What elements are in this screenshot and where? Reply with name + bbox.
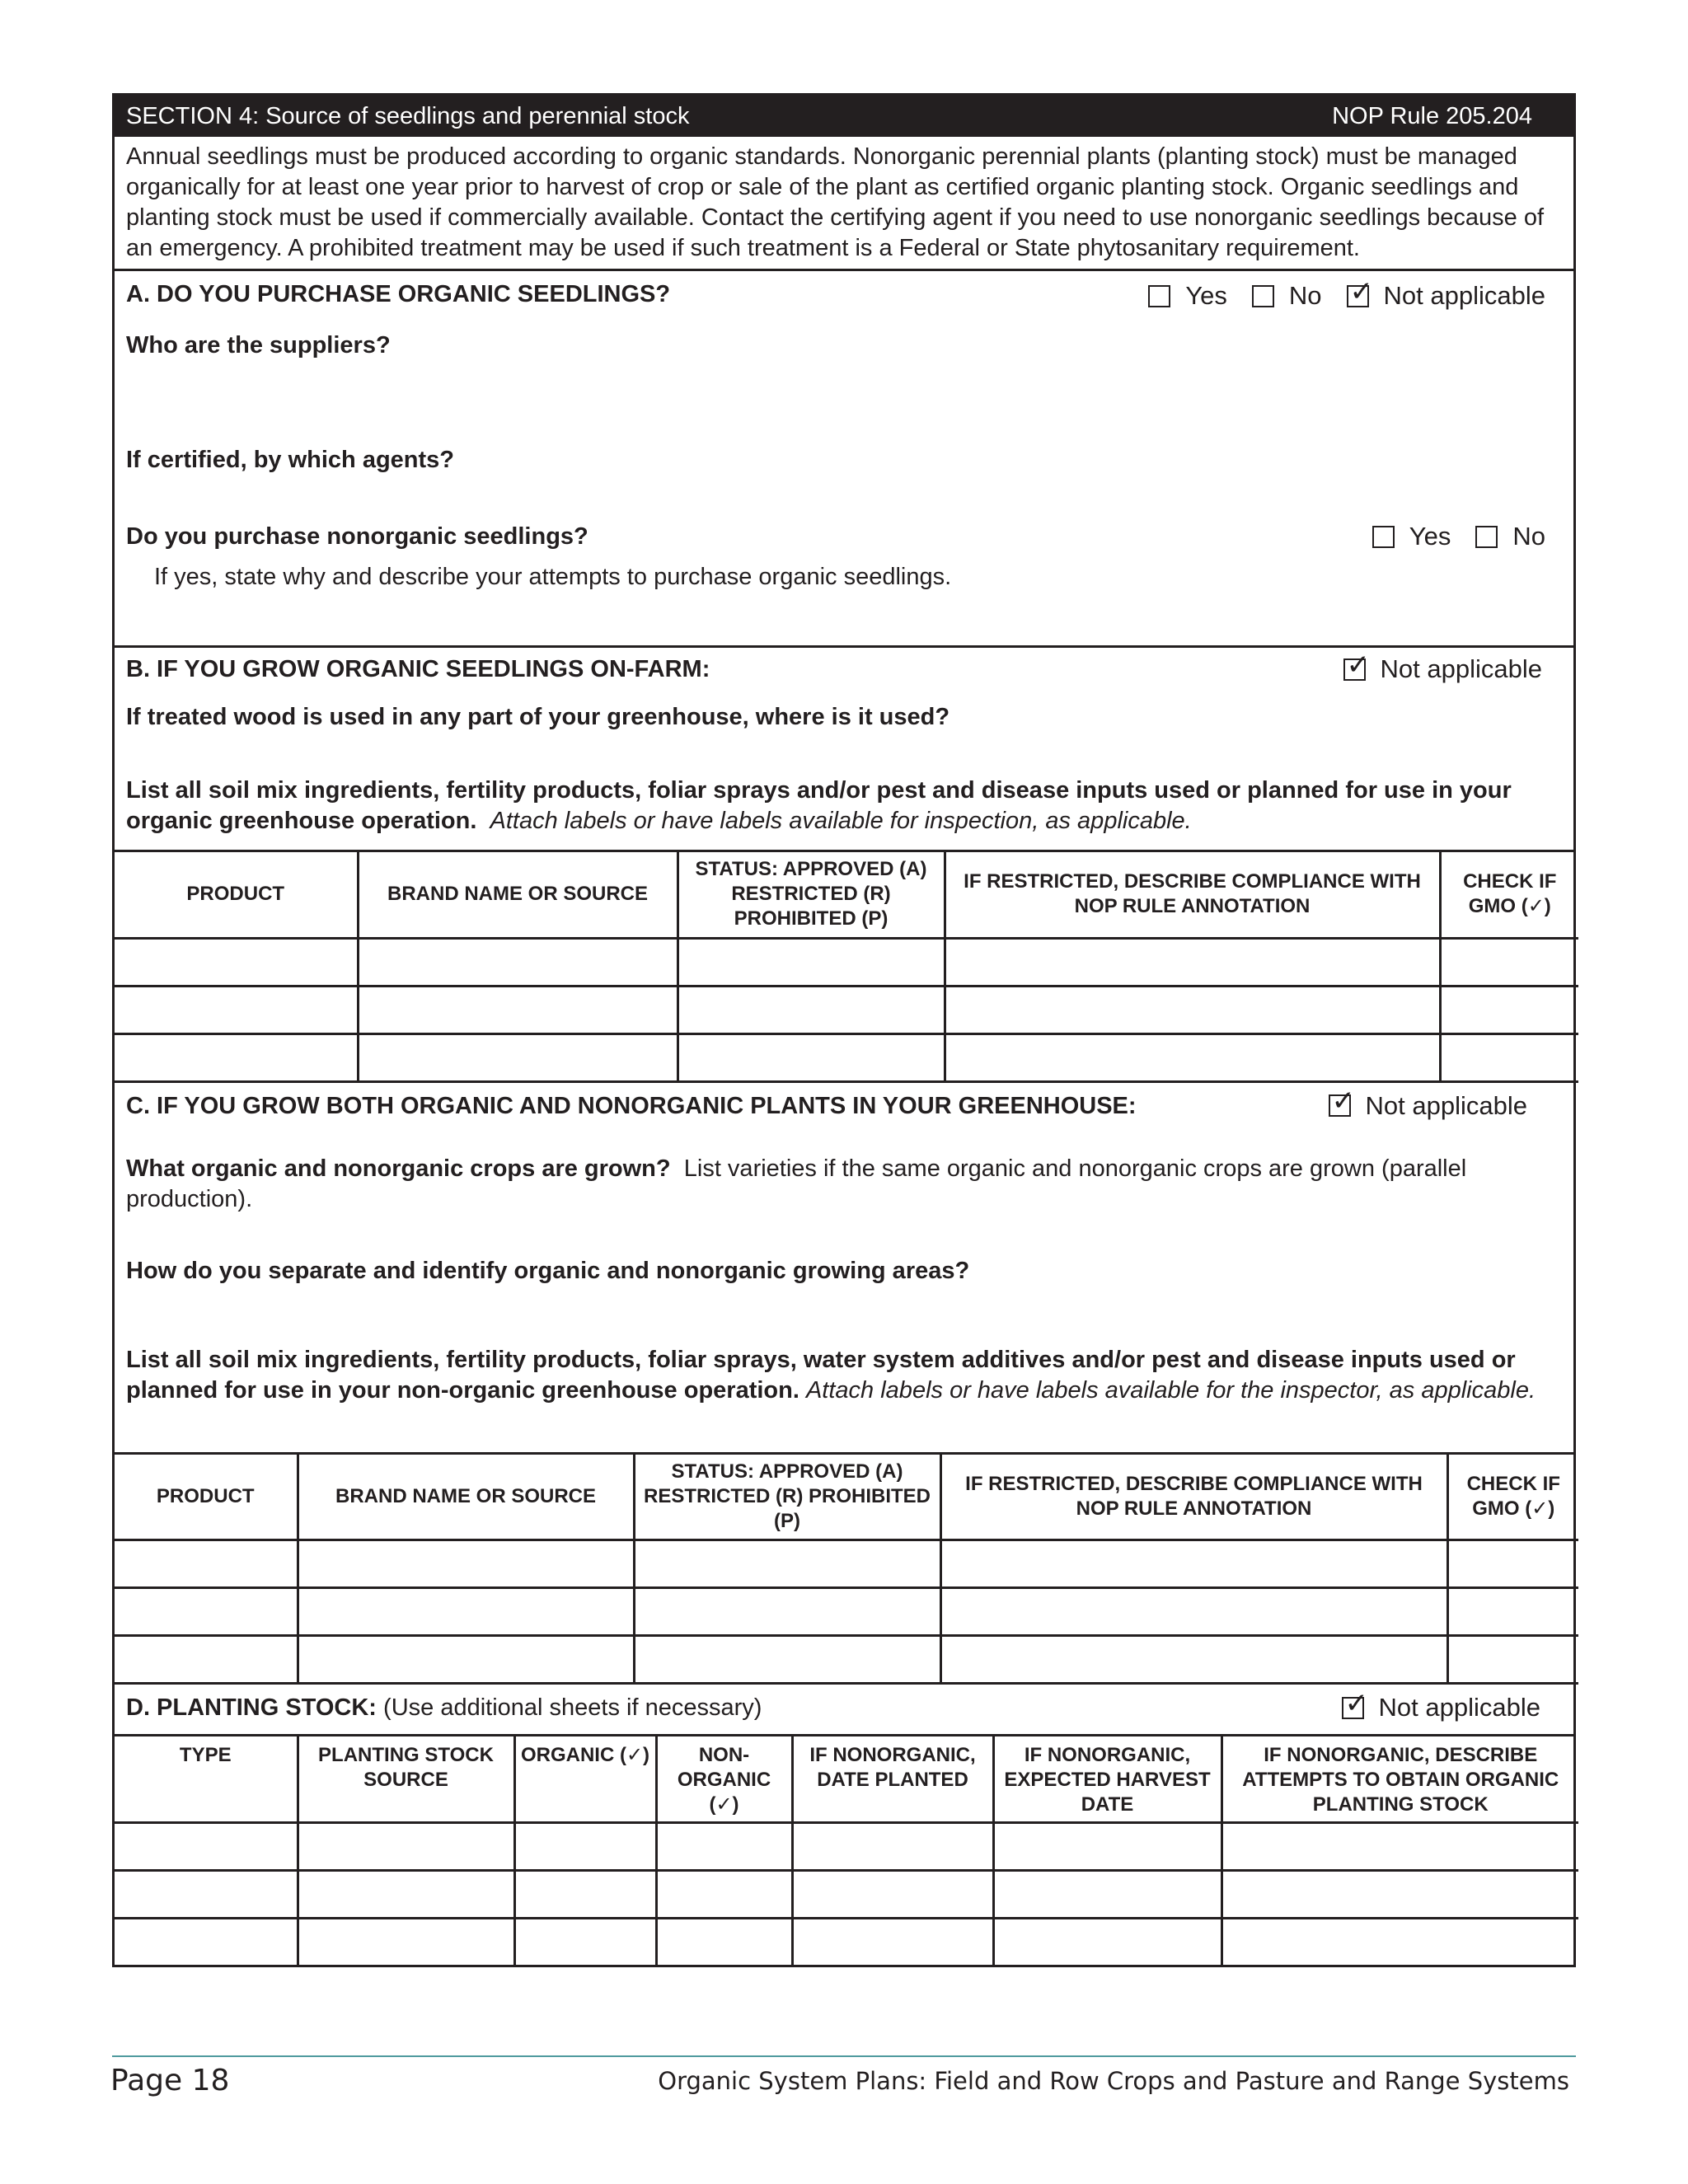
column-header: ORGANIC (✓) <box>514 1736 656 1822</box>
table-cell[interactable] <box>298 1588 634 1636</box>
table-cell[interactable] <box>634 1588 940 1636</box>
section-4-form <box>112 93 1576 1967</box>
table-cell[interactable] <box>1221 1870 1578 1918</box>
column-header: IF NONORGANIC, DESCRIBE ATTEMPTS TO OBTAIN ORGANIC PLANTING STOCK <box>1221 1736 1578 1822</box>
nonorganic-inputs-note: Attach labels or have labels available for the inspector, as applicable. <box>805 1376 1536 1404</box>
treated-wood-question: If treated wood is used in any part of your greenhouse, where is it used? <box>126 704 950 730</box>
planting-stock-table <box>115 1736 1578 1965</box>
column-header: BRAND NAME OR SOURCE <box>298 1455 634 1540</box>
page-number: Page 18 <box>110 2064 230 2097</box>
table-row <box>115 1540 1578 1588</box>
section-d-note: (Use additional sheets if necessary) <box>383 1694 762 1721</box>
table-cell[interactable] <box>1440 986 1578 1033</box>
table-cell[interactable] <box>115 1870 298 1918</box>
section-d-not-applicable-option[interactable]: ✓ Not applicable <box>1342 1693 1540 1722</box>
table-cell[interactable] <box>514 1822 656 1870</box>
table-cell[interactable] <box>298 1918 514 1965</box>
table-cell[interactable] <box>1447 1540 1578 1588</box>
organic-inputs-note: Attach labels or have labels available for inspection, as applicable. <box>490 808 1192 834</box>
section-c-not-applicable-option[interactable]: ✓ Not applicable <box>1329 1091 1527 1121</box>
section-d <box>115 1685 1573 1736</box>
table-cell[interactable] <box>1440 1033 1578 1081</box>
table-cell[interactable] <box>358 986 678 1033</box>
table-cell[interactable] <box>940 1636 1447 1684</box>
table-cell[interactable] <box>678 986 945 1033</box>
table-row <box>115 1870 1578 1918</box>
section-c-options <box>1304 1091 1527 1121</box>
section-d-title-text: D. PLANTING STOCK: <box>126 1694 377 1721</box>
nonorganic-inputs-table <box>115 1455 1578 1685</box>
column-header: IF NONORGANIC, EXPECTED HARVEST DATE <box>993 1736 1221 1822</box>
checked-checkbox-icon[interactable] <box>1329 1094 1351 1117</box>
separation-question: How do you separate and identify organic and nonorganic growing areas? <box>126 1257 970 1284</box>
organic-inputs-question-text: List all soil mix ingredients, fertility products, foliar sprays and/or pest and disease inputs used or planned for use in your organic greenhouse operation. <box>126 777 1512 834</box>
section-d-options <box>1317 1693 1540 1722</box>
table-row <box>115 1822 1578 1870</box>
nonorganic-inputs-question <box>126 1345 1560 1406</box>
column-header: PRODUCT <box>115 1455 298 1540</box>
section-intro: Annual seedlings must be produced according to organic standards. Nonorganic perennial plants (planting stock) must be managed organically for at least one year prior to harvest of crop or sale of the plant as certified organic planting stock. Organic seedlings and planting stock must be used if commercially available. Contact the certifying agent if you need to use nonorganic seedlings because of an emergency. A prohibited treatment may be used if such treatment is a Federal or State phytosanitary requirement. <box>115 137 1573 271</box>
table-header-row <box>115 1455 1578 1540</box>
column-header: STATUS: APPROVED (A) RESTRICTED (R) PROHIBITED (P) <box>678 852 945 938</box>
table-cell[interactable] <box>634 1540 940 1588</box>
checkbox-icon[interactable] <box>1475 526 1498 548</box>
nop-rule-reference: NOP Rule 205.204 <box>1332 102 1532 129</box>
table-cell[interactable] <box>993 1918 1221 1965</box>
suppliers-question: Who are the suppliers? <box>126 332 391 359</box>
checked-checkbox-icon[interactable] <box>1343 658 1366 681</box>
section-a-options <box>1123 281 1545 311</box>
table-cell[interactable] <box>115 1588 298 1636</box>
table-cell[interactable] <box>940 1588 1447 1636</box>
table-cell[interactable] <box>792 1822 993 1870</box>
table-header-row <box>115 1736 1578 1822</box>
table-cell[interactable] <box>514 1918 656 1965</box>
table-cell[interactable] <box>514 1870 656 1918</box>
table-header-row <box>115 852 1578 938</box>
table-cell[interactable] <box>678 1033 945 1081</box>
checkbox-icon[interactable] <box>1252 285 1274 307</box>
section-a-not-applicable-option[interactable]: ✓ Not applicable <box>1347 281 1545 311</box>
table-cell[interactable] <box>298 1636 634 1684</box>
nonorganic-yes-option[interactable]: Yes <box>1372 522 1451 551</box>
table-cell[interactable] <box>115 938 358 986</box>
table-cell[interactable] <box>1447 1588 1578 1636</box>
table-cell[interactable] <box>358 1033 678 1081</box>
table-cell[interactable] <box>634 1636 940 1684</box>
section-c-title: C. IF YOU GROW BOTH ORGANIC AND NONORGANIC PLANTS IN YOUR GREENHOUSE: <box>126 1092 1137 1119</box>
table-cell[interactable] <box>792 1870 993 1918</box>
column-header: PLANTING STOCK SOURCE <box>298 1736 514 1822</box>
table-cell[interactable] <box>298 1870 514 1918</box>
table-cell[interactable] <box>115 1918 298 1965</box>
checkbox-icon[interactable] <box>1372 526 1395 548</box>
nonorganic-seedlings-question: Do you purchase nonorganic seedlings? <box>126 523 588 550</box>
table-cell[interactable] <box>656 1918 792 1965</box>
crops-grown-question <box>126 1154 1560 1215</box>
checkbox-icon[interactable] <box>1148 285 1170 307</box>
table-cell[interactable] <box>945 986 1440 1033</box>
table-row <box>115 1033 1578 1081</box>
table-cell[interactable] <box>1221 1822 1578 1870</box>
footer-divider <box>112 2055 1576 2057</box>
table-cell[interactable] <box>115 1636 298 1684</box>
document-title: Organic System Plans: Field and Row Crops and Pasture and Range Systems <box>658 2067 1569 2095</box>
table-cell[interactable] <box>115 1540 298 1588</box>
section-a-no-option[interactable]: No <box>1252 281 1322 311</box>
table-row <box>115 986 1578 1033</box>
table-cell[interactable] <box>945 1033 1440 1081</box>
table-cell[interactable] <box>993 1870 1221 1918</box>
table-cell[interactable] <box>1221 1918 1578 1965</box>
table-cell[interactable] <box>678 938 945 986</box>
column-header: CHECK IF GMO (✓) <box>1447 1455 1578 1540</box>
table-cell[interactable] <box>115 986 358 1033</box>
checked-checkbox-icon[interactable] <box>1342 1697 1364 1719</box>
section-c <box>115 1083 1573 1455</box>
section-b-not-applicable-option[interactable]: ✓ Not applicable <box>1343 654 1542 684</box>
nonorganic-inputs-question-text: List all soil mix ingredients, fertility products, foliar sprays, water system additives and/or pest and disease inputs used or planned for use in your non-organic greenhouse operation. <box>126 1346 1516 1404</box>
table-cell[interactable] <box>115 1822 298 1870</box>
table-cell[interactable] <box>945 938 1440 986</box>
table-cell[interactable] <box>656 1870 792 1918</box>
column-header: CHECK IF GMO (✓) <box>1440 852 1578 938</box>
column-header: NON-ORGANIC (✓) <box>656 1736 792 1822</box>
column-header: IF NONORGANIC, DATE PLANTED <box>792 1736 993 1822</box>
section-title: SECTION 4: Source of seedlings and perennial stock <box>126 102 690 129</box>
table-cell[interactable] <box>298 1822 514 1870</box>
table-cell[interactable] <box>115 1033 358 1081</box>
crops-grown-question-text: What organic and nonorganic crops are grown? <box>126 1155 671 1182</box>
section-a-yes-option[interactable]: Yes <box>1148 281 1227 311</box>
column-header: TYPE <box>115 1736 298 1822</box>
table-row <box>115 1636 1578 1684</box>
agents-question: If certified, by which agents? <box>126 447 455 473</box>
organic-inputs-question <box>126 776 1560 837</box>
section-a-title: A. DO YOU PURCHASE ORGANIC SEEDLINGS? <box>126 281 671 307</box>
column-header: BRAND NAME OR SOURCE <box>358 852 678 938</box>
table-cell[interactable] <box>656 1822 792 1870</box>
section-b-title: B. IF YOU GROW ORGANIC SEEDLINGS ON-FARM: <box>126 656 710 682</box>
nonorganic-seedlings-detail: If yes, state why and describe your attempts to purchase organic seedlings. <box>154 564 952 590</box>
nonorganic-no-option[interactable]: No <box>1475 522 1545 551</box>
table-row <box>115 1588 1578 1636</box>
table-cell[interactable] <box>358 938 678 986</box>
organic-inputs-table <box>115 852 1578 1083</box>
table-cell[interactable] <box>1447 1636 1578 1684</box>
section-header <box>115 96 1573 137</box>
nonorganic-seedlings-options <box>1348 522 1545 551</box>
table-cell[interactable] <box>792 1918 993 1965</box>
column-header: IF RESTRICTED, DESCRIBE COMPLIANCE WITH NOP RULE ANNOTATION <box>945 852 1440 938</box>
checked-checkbox-icon[interactable] <box>1347 285 1369 307</box>
table-row <box>115 938 1578 986</box>
table-row <box>115 1918 1578 1965</box>
section-b <box>115 648 1573 852</box>
column-header: PRODUCT <box>115 852 358 938</box>
crops-grown-note: List varieties if the same organic and nonorganic crops are grown (parallel production). <box>126 1155 1467 1212</box>
table-cell[interactable] <box>1440 938 1578 986</box>
table-cell[interactable] <box>993 1822 1221 1870</box>
column-header: STATUS: APPROVED (A) RESTRICTED (R) PROHIBITED (P) <box>634 1455 940 1540</box>
table-cell[interactable] <box>298 1540 634 1588</box>
section-d-title <box>126 1693 762 1723</box>
section-b-options <box>1319 654 1542 684</box>
column-header: IF RESTRICTED, DESCRIBE COMPLIANCE WITH NOP RULE ANNOTATION <box>940 1455 1447 1540</box>
table-cell[interactable] <box>940 1540 1447 1588</box>
section-a <box>115 271 1573 648</box>
